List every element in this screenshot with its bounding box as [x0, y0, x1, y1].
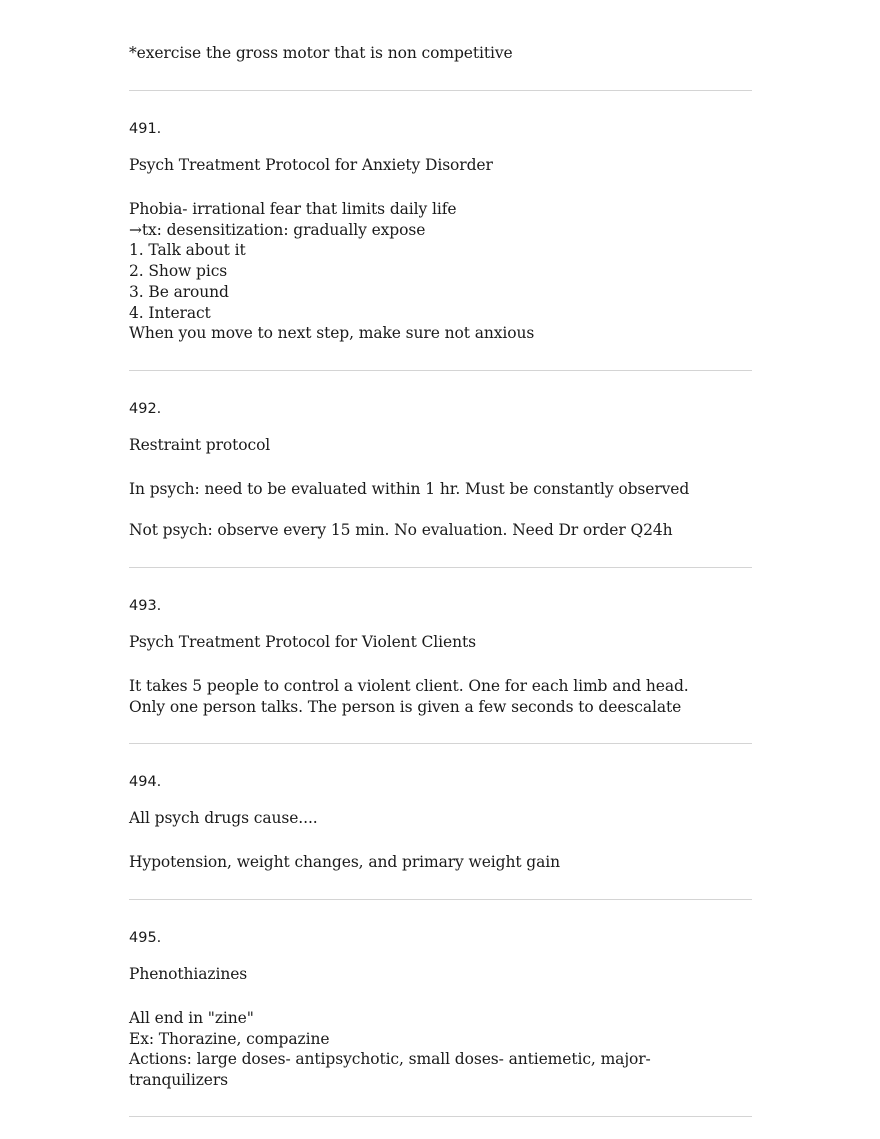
answer-line: →tx: desensitization: gradually expose	[129, 220, 426, 239]
divider	[129, 567, 752, 568]
card-question: Psych Treatment Protocol for Anxiety Disorder	[129, 156, 493, 174]
answer-line: 2. Show pics	[129, 262, 228, 281]
card-question: All psych drugs cause....	[129, 809, 318, 827]
card-answer	[129, 199, 752, 344]
intro-line: *exercise the gross motor that is non competitive	[129, 44, 513, 62]
card-number: 491.	[129, 121, 162, 137]
answer-line: When you move to next step, make sure not anxious	[129, 324, 535, 343]
card-number: 493.	[129, 598, 162, 614]
card-answer	[129, 1008, 752, 1091]
card-number: 494.	[129, 774, 162, 790]
card-number: 492.	[129, 401, 162, 417]
answer-line: 4. Interact	[129, 303, 211, 322]
answer-line: It takes 5 people to control a violent client. One for each limb and head.	[129, 677, 689, 695]
card-answer	[129, 852, 752, 873]
answer-line: Not psych: observe every 15 min. No evaluation. Need Dr order Q24h	[129, 521, 673, 540]
card-answer	[129, 676, 752, 717]
card-answer	[129, 479, 752, 541]
divider	[129, 90, 752, 91]
divider	[129, 899, 752, 900]
answer-line: 3. Be around	[129, 282, 229, 301]
divider	[129, 1116, 752, 1117]
answer-line: Ex: Thorazine, compazine	[129, 1029, 330, 1048]
card-number: 495.	[129, 930, 162, 946]
divider	[129, 743, 752, 744]
card-question: Phenothiazines	[129, 965, 248, 983]
card-question: Restraint protocol	[129, 436, 271, 454]
answer-line	[129, 500, 752, 521]
answer-line: 1. Talk about it	[129, 241, 246, 260]
answer-line: Hypotension, weight changes, and primary weight gain	[129, 853, 560, 871]
answer-line: tranquilizers	[129, 1071, 229, 1090]
card-question: Psych Treatment Protocol for Violent Clients	[129, 633, 476, 651]
answer-line: Actions: large doses- antipsychotic, small doses- antiemetic, major-	[129, 1050, 651, 1069]
answer-line: In psych: need to be evaluated within 1 hr. Must be constantly observed	[129, 480, 690, 498]
divider	[129, 370, 752, 371]
answer-line: Phobia- irrational fear that limits daily life	[129, 200, 457, 218]
answer-line: All end in "zine"	[129, 1009, 254, 1027]
answer-line: Only one person talks. The person is given a few seconds to deescalate	[129, 697, 682, 716]
